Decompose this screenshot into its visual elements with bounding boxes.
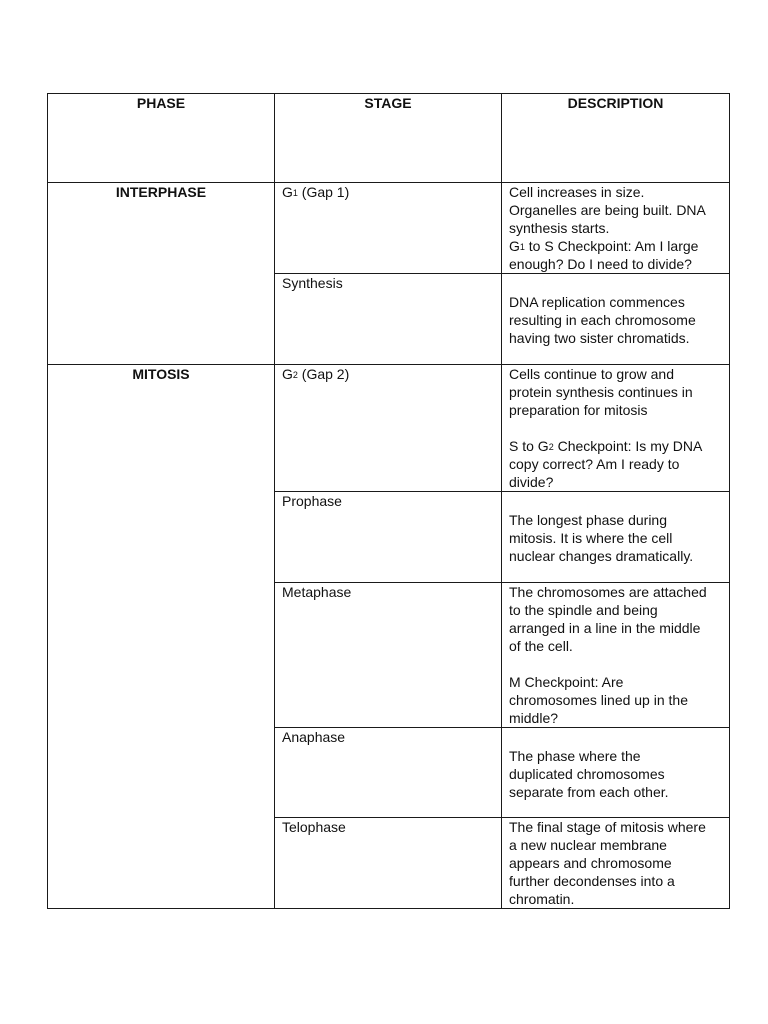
stage-cell-g1 — [275, 183, 502, 274]
checkpoint-prefix: S to G — [509, 438, 549, 454]
stage-cell-g2 — [275, 365, 502, 492]
checkpoint-prefix: G — [509, 238, 520, 254]
stage-g2-suffix: (Gap 2) — [297, 366, 350, 382]
desc-cell-g1 — [502, 183, 730, 274]
stage-g1-subscript: 1 — [292, 188, 298, 198]
desc-line: protein synthesis continues in — [509, 384, 693, 400]
desc-line: Cell increases in size. — [509, 184, 645, 200]
desc-line: to the spindle and being — [509, 602, 658, 618]
desc-line: Cells continue to grow and — [509, 366, 674, 382]
desc-line: chromosomes lined up in the — [509, 692, 688, 708]
checkpoint-subscript: 2 — [548, 442, 554, 452]
desc-line: of the cell. — [509, 638, 573, 654]
desc-line: preparation for mitosis — [509, 402, 648, 418]
desc-line: a new nuclear membrane — [509, 837, 667, 853]
desc-cell-synthesis — [502, 274, 730, 365]
header-phase: PHASE — [48, 94, 275, 183]
desc-line: further decondenses into a — [509, 873, 675, 889]
desc-cell-metaphase — [502, 583, 730, 728]
stage-cell-metaphase: Metaphase — [275, 583, 502, 728]
stage-cell-telophase: Telophase — [275, 818, 502, 909]
stage-g2-prefix: G — [282, 366, 293, 382]
desc-line: middle? — [509, 710, 559, 726]
phase-cell-interphase: INTERPHASE — [48, 183, 275, 365]
desc-line: mitosis. It is where the cell — [509, 530, 673, 546]
desc-line: having two sister chromatids. — [509, 330, 690, 346]
table-row-g2 — [48, 365, 730, 492]
desc-line: duplicated chromosomes — [509, 766, 665, 782]
table-header-row — [48, 94, 730, 183]
desc-cell-telophase — [502, 818, 730, 909]
cell-cycle-table — [47, 93, 730, 909]
desc-line: DNA replication commences — [509, 294, 685, 310]
stage-g1-prefix: G — [282, 184, 293, 200]
stage-cell-synthesis: Synthesis — [275, 274, 502, 365]
desc-line: copy correct? Am I ready to — [509, 456, 680, 472]
desc-line: divide? — [509, 474, 554, 490]
desc-cell-prophase — [502, 492, 730, 583]
desc-line: separate from each other. — [509, 784, 669, 800]
desc-line: arranged in a line in the middle — [509, 620, 701, 636]
desc-line: resulting in each chromosome — [509, 312, 696, 328]
phase-cell-mitosis: MITOSIS — [48, 365, 275, 909]
desc-line: nuclear changes dramatically. — [509, 548, 694, 564]
desc-line: enough? Do I need to divide? — [509, 256, 692, 272]
checkpoint-s-g2 — [509, 437, 722, 455]
checkpoint-subscript: 1 — [519, 242, 525, 252]
checkpoint-suffix: Checkpoint: Is my DNA — [553, 438, 703, 454]
desc-line: Organelles are being built. DNA — [509, 202, 706, 218]
checkpoint-g1-s — [509, 237, 722, 255]
desc-line: chromatin. — [509, 891, 575, 907]
desc-cell-anaphase — [502, 728, 730, 818]
header-stage: STAGE — [275, 94, 502, 183]
paragraph-gap — [509, 419, 722, 437]
desc-line: The chromosomes are attached — [509, 584, 707, 600]
desc-line: The longest phase during — [509, 512, 667, 528]
stage-cell-anaphase: Anaphase — [275, 728, 502, 818]
stage-g1-suffix: (Gap 1) — [297, 184, 350, 200]
desc-line: synthesis starts. — [509, 220, 610, 236]
checkpoint-suffix: to S Checkpoint: Am I large — [524, 238, 699, 254]
desc-line: The phase where the — [509, 748, 641, 764]
desc-line: appears and chromosome — [509, 855, 672, 871]
desc-line: M Checkpoint: Are — [509, 674, 624, 690]
paragraph-gap — [509, 655, 722, 673]
stage-cell-prophase: Prophase — [275, 492, 502, 583]
stage-g2-subscript: 2 — [292, 370, 298, 380]
desc-cell-g2 — [502, 365, 730, 492]
header-description: DESCRIPTION — [502, 94, 730, 183]
table-row-g1 — [48, 183, 730, 274]
desc-line: The final stage of mitosis where — [509, 819, 706, 835]
